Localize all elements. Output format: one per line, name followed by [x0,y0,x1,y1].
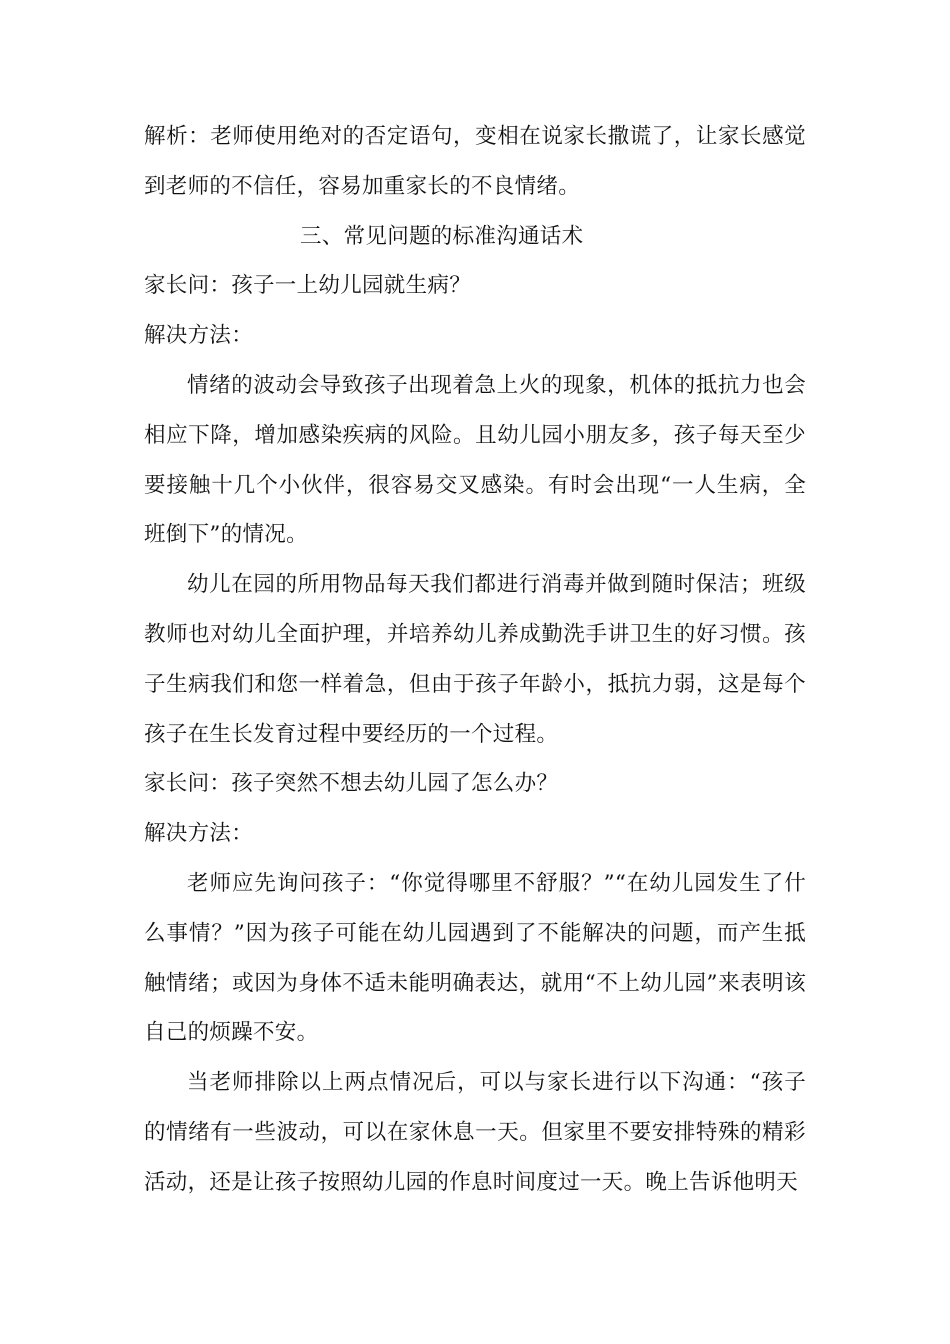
body-paragraph-1: 情绪的波动会导致孩子出现着急上火的现象，机体的抵抗力也会相应下降，增加感染疾病的风险。且幼儿园小朋友多，孩子每天至少要接触十几个小伙伴，很容易交叉感染。有时会出现“一人生病，全班倒下”的情况。 [144,372,806,548]
body-paragraph-2: 幼儿在园的所用物品每天我们都进行消毒并做到随时保洁；班级教师也对幼儿全面护理，并培养幼儿养成勤洗手讲卫生的好习惯。孩子生病我们和您一样着急，但由于孩子年龄小，抵抗力弱，这是每个孩子在生长发育过程中要经历的一个过程。 [144,572,806,747]
section-heading: 三、常见问题的标准沟通话术 [300,223,584,249]
body-paragraph-3: 老师应先询问孩子：“你觉得哪里不舒服？”“在幼儿园发生了什么事情？”因为孩子可能在幼儿园遇到了不能解决的问题，而产生抵触情绪；或因为身体不适未能明确表达，就用“不上幼儿园”来表明该自己的烦躁不安。 [144,870,806,1046]
document-page [144,112,806,1208]
parent-question-1: 家长问：孩子一上幼儿园就生病？ [144,273,472,299]
parent-question-2: 家长问：孩子突然不想去幼儿园了怎么办？ [144,771,559,797]
solution-label-2: 解决方法： [144,821,254,847]
body-paragraph-4: 当老师排除以上两点情况后，可以与家长进行以下沟通：“孩子的情绪有一些波动，可以在家休息一天。但家里不要安排特殊的精彩活动，还是让孩子按照幼儿园的作息时间度过一天。晚上告诉他明天 [144,1070,806,1195]
analysis-paragraph: 解析：老师使用绝对的否定语句，变相在说家长撒谎了，让家长感觉到老师的不信任，容易加重家长的不良情绪。 [144,124,806,199]
solution-label-1: 解决方法： [144,323,254,349]
